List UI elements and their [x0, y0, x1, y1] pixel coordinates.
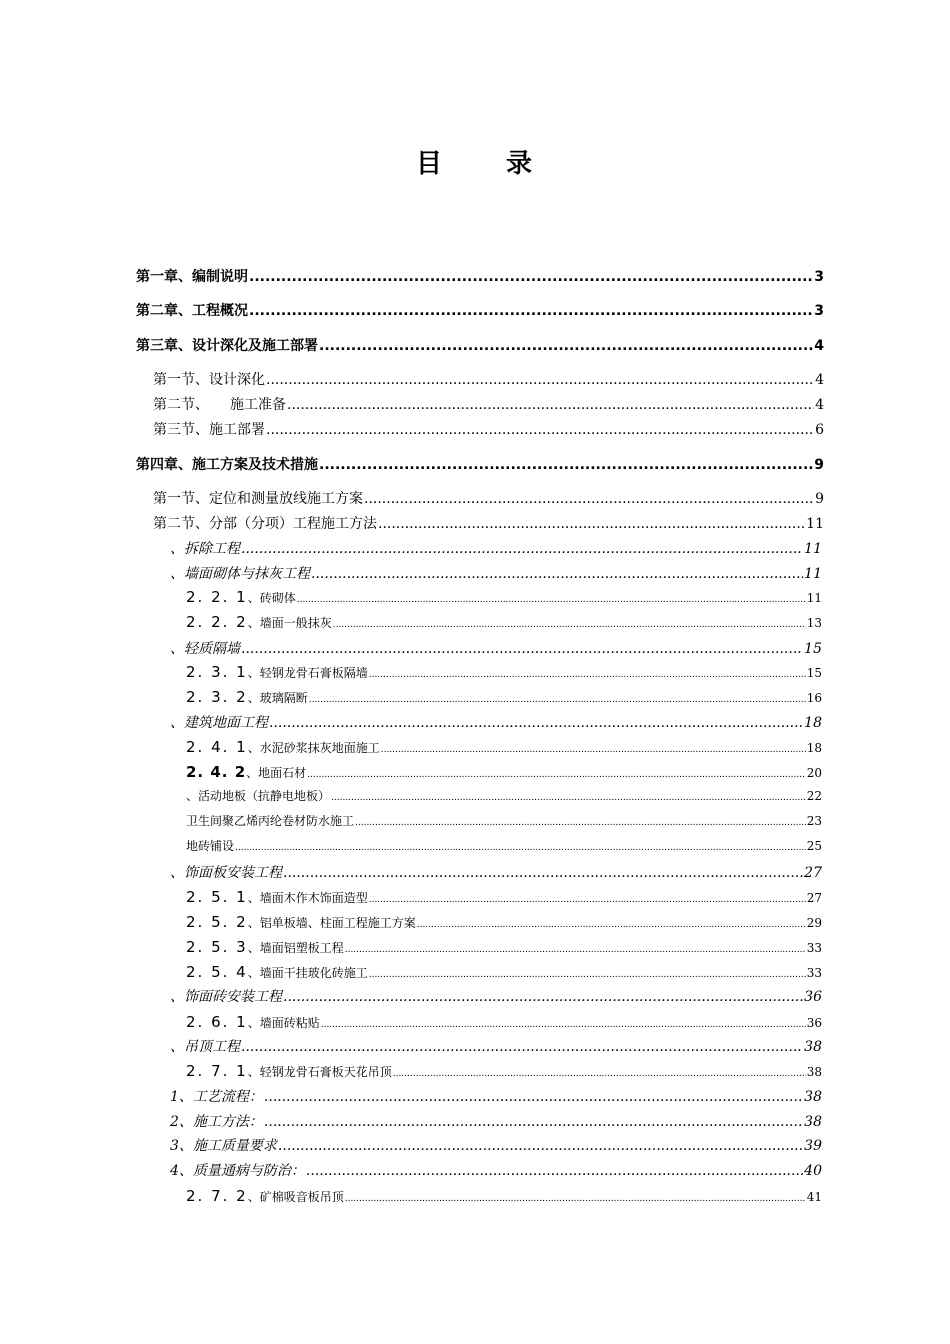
toc-page-number: 41 — [806, 1190, 822, 1204]
toc-entry[interactable] — [170, 712, 822, 732]
toc-entry[interactable] — [136, 335, 824, 355]
toc-entry-label — [186, 1013, 320, 1031]
toc-entry-label — [186, 913, 416, 931]
toc-entry-text: 、轻质隔墙 — [170, 641, 240, 657]
toc-entry-label — [186, 738, 380, 756]
toc-entry-number: 2. 7. 1 — [186, 1062, 248, 1080]
toc-page-number: 38 — [804, 1114, 822, 1130]
toc-entry-label — [186, 613, 332, 631]
toc-entry-number: 2. 7. 2 — [186, 1187, 248, 1205]
toc-entry-label — [170, 538, 240, 558]
toc-entry-number: 2. 3. 1 — [186, 663, 248, 681]
toc-leader-dots — [309, 695, 806, 705]
toc-entry[interactable] — [170, 986, 822, 1006]
toc-entry-text: 第二节、分部（分项）工程施工方法 — [153, 516, 377, 532]
toc-leader-dots — [278, 1138, 803, 1154]
toc-entry-label — [170, 712, 268, 732]
toc-leader-dots — [264, 1114, 803, 1130]
toc-page-number: 27 — [806, 891, 822, 905]
toc-entry-label — [186, 787, 330, 804]
toc-entry[interactable] — [170, 1036, 822, 1056]
toc-leader-dots — [319, 338, 813, 354]
toc-entry-label — [170, 1111, 263, 1131]
toc-entry-text: 、轻钢龙骨石膏板天花吊顶 — [247, 1065, 392, 1079]
page-title — [0, 143, 950, 180]
toc-page-number: 38 — [806, 1065, 822, 1079]
toc-entry-number: 2. 5. 4 — [186, 963, 248, 981]
toc-leader-dots — [307, 770, 806, 780]
toc-page-number: 13 — [806, 616, 822, 630]
toc-leader-dots — [369, 895, 806, 905]
toc-entry-text: 、拆除工程 — [170, 541, 240, 557]
toc-entry-text: 、吊顶工程 — [170, 1039, 240, 1055]
toc-leader-dots — [287, 397, 814, 413]
toc-page-number: 4 — [814, 338, 824, 354]
toc-entry-label — [136, 266, 248, 286]
toc-entry-label — [170, 1160, 305, 1180]
toc-page-number: 38 — [804, 1039, 822, 1055]
toc-entry-text: 、饰面砖安装工程 — [170, 989, 282, 1005]
toc-leader-dots — [241, 1039, 803, 1055]
toc-entry-label — [186, 663, 368, 681]
toc-entry-text: 、水泥砂浆抹灰地面施工 — [247, 741, 380, 755]
toc-page-number: 40 — [804, 1163, 822, 1179]
toc-entry[interactable] — [186, 888, 822, 906]
toc-entry-text: 、玻璃隔断 — [247, 691, 308, 705]
toc-entry-text: 第一节、设计深化 — [153, 372, 265, 388]
toc-leader-dots — [264, 1089, 803, 1105]
toc-entry-label — [186, 938, 344, 956]
toc-page-number: 4 — [815, 397, 824, 413]
toc-entry[interactable] — [170, 1086, 822, 1106]
toc-leader-dots — [235, 843, 806, 853]
toc-entry-text: 卫生间聚乙烯丙纶卷材防水施工 — [186, 814, 355, 828]
toc-entry[interactable] — [186, 787, 822, 804]
toc-page-number: 18 — [804, 715, 822, 731]
toc-entry-label — [153, 419, 265, 439]
toc-page-number: 16 — [806, 691, 822, 705]
toc-page-number: 15 — [804, 641, 822, 657]
toc-entry-text: 、墙面干挂玻化砖施工 — [247, 966, 368, 980]
toc-entry-text: 第三节、施工部署 — [153, 422, 265, 438]
toc-leader-dots — [369, 970, 806, 980]
toc-entry-label — [186, 837, 234, 854]
toc-entry-text: 、矿棉吸音板吊顶 — [247, 1190, 344, 1204]
toc-entry-text: 第一节、定位和测量放线施工方案 — [153, 491, 363, 507]
toc-entry-text: 、活动地板（抗静电地板） — [186, 789, 331, 803]
toc-leader-dots — [266, 372, 814, 388]
toc-entry-label — [186, 812, 354, 829]
toc-entry[interactable] — [186, 963, 822, 981]
toc-leader-dots — [269, 715, 803, 731]
toc-page-number: 9 — [814, 457, 824, 473]
toc-entry-label — [153, 369, 265, 389]
toc-entry-label — [170, 1036, 240, 1056]
toc-leader-dots — [241, 541, 803, 557]
toc-entry[interactable] — [186, 1062, 822, 1080]
toc-entry-label — [170, 638, 240, 658]
toc-entry-text: 第二节、 施工准备 — [153, 397, 286, 413]
toc-leader-dots — [345, 1194, 806, 1204]
toc-entry-label — [170, 1086, 263, 1106]
toc-leader-dots — [331, 793, 806, 803]
toc-page-number: 29 — [806, 916, 822, 930]
toc-page-number: 9 — [815, 491, 824, 507]
toc-entry[interactable] — [170, 1160, 822, 1180]
toc-leader-dots — [241, 641, 803, 657]
toc-entry[interactable] — [136, 300, 824, 320]
toc-leader-dots — [311, 566, 803, 582]
toc-entry-number: 2. 4. 2 — [186, 763, 247, 781]
toc-entry-text: 、墙面一般抹灰 — [247, 616, 332, 630]
toc-entry[interactable] — [186, 588, 822, 606]
toc-page-number: 18 — [806, 741, 822, 755]
toc-page-number: 11 — [804, 541, 822, 557]
toc-leader-dots — [321, 1020, 806, 1030]
toc-entry-label — [170, 563, 310, 583]
toc-entry[interactable] — [186, 613, 822, 631]
title-char-right: 录 — [506, 149, 535, 179]
toc-entry-number: 2. 6. 1 — [186, 1013, 248, 1031]
toc-leader-dots — [297, 595, 806, 605]
toc-leader-dots — [393, 1069, 806, 1079]
toc-page-number: 33 — [806, 966, 822, 980]
toc-entry[interactable] — [186, 738, 822, 756]
toc-page-number: 39 — [804, 1138, 822, 1154]
toc-entry-text: 、砖砌体 — [247, 591, 296, 605]
toc-page-number: 15 — [806, 666, 822, 680]
toc-entry[interactable] — [153, 369, 824, 389]
toc-page-number: 6 — [815, 422, 824, 438]
toc-entry-label — [153, 488, 363, 508]
toc-leader-dots — [319, 457, 813, 473]
toc-entry[interactable] — [170, 862, 822, 882]
toc-entry[interactable] — [186, 1013, 822, 1031]
toc-page-number: 23 — [806, 814, 822, 828]
toc-entry[interactable] — [153, 419, 824, 439]
toc-entry-text: 、墙面砌体与抹灰工程 — [170, 566, 310, 582]
toc-entry-text: 、饰面板安装工程 — [170, 865, 282, 881]
toc-entry-label — [153, 394, 286, 414]
toc-entry[interactable] — [153, 488, 824, 508]
toc-entry[interactable] — [170, 538, 822, 558]
toc-entry-text: 3、施工质量要求 — [170, 1138, 277, 1154]
toc-entry[interactable] — [153, 513, 824, 533]
toc-entry-number: 2. 5. 2 — [186, 913, 248, 931]
toc-page-number: 4 — [815, 372, 824, 388]
toc-entry-text: 、墙面木作木饰面造型 — [247, 891, 368, 905]
toc-entry-number: 2. 5. 3 — [186, 938, 248, 956]
toc-entry-text: 第二章、工程概况 — [136, 303, 248, 319]
toc-entry-text: 、轻钢龙骨石膏板隔墙 — [247, 666, 368, 680]
toc-entry[interactable] — [170, 1135, 822, 1155]
toc-entry-label — [170, 1135, 277, 1155]
toc-leader-dots — [381, 745, 806, 755]
toc-entry[interactable] — [186, 688, 822, 706]
toc-leader-dots — [417, 920, 806, 930]
toc-entry-number: 2. 5. 1 — [186, 888, 248, 906]
toc-page-number: 11 — [804, 566, 822, 582]
toc-leader-dots — [306, 1163, 803, 1179]
toc-entry-text: 2、施工方法： — [170, 1114, 263, 1130]
toc-entry-text: 地砖铺设 — [186, 839, 235, 853]
toc-entry[interactable] — [186, 913, 822, 931]
toc-entry-text: 第三章、设计深化及施工部署 — [136, 338, 318, 354]
toc-entry-label — [136, 300, 248, 320]
toc-entry-label — [153, 513, 377, 533]
toc-entry[interactable] — [170, 563, 822, 583]
toc-entry-text: 、墙面砖粘贴 — [247, 1016, 320, 1030]
toc-page-number: 36 — [806, 1016, 822, 1030]
toc-entry-label — [186, 1187, 344, 1205]
toc-page-number: 3 — [814, 303, 824, 319]
toc-leader-dots — [345, 945, 806, 955]
toc-entry-text: 、铝单板墙、柱面工程施工方案 — [247, 916, 416, 930]
toc-entry-label — [186, 588, 296, 606]
toc-leader-dots — [333, 620, 806, 630]
toc-entry[interactable] — [186, 663, 822, 681]
toc-entry-label — [170, 986, 282, 1006]
toc-entry-number: 2. 4. 1 — [186, 738, 248, 756]
toc-entry-label — [186, 763, 306, 781]
toc-entry-text: 第四章、施工方案及技术措施 — [136, 457, 318, 473]
toc-entry[interactable] — [186, 812, 822, 829]
toc-leader-dots — [369, 670, 806, 680]
toc-entry-text: 4、质量通病与防治： — [170, 1163, 305, 1179]
toc-entry-label — [186, 688, 308, 706]
title-char-left: 目 — [415, 149, 444, 179]
toc-entry-label — [186, 963, 368, 981]
toc-entry[interactable] — [186, 763, 822, 781]
toc-entry-text: 、建筑地面工程 — [170, 715, 268, 731]
toc-page-number: 20 — [806, 766, 822, 780]
toc-entry-label — [136, 335, 318, 355]
toc-entry[interactable] — [186, 837, 822, 854]
toc-entry[interactable] — [153, 394, 824, 414]
toc-page-number: 25 — [806, 839, 822, 853]
toc-leader-dots — [355, 818, 806, 828]
toc-page-number: 3 — [814, 269, 824, 285]
toc-page-number: 33 — [806, 941, 822, 955]
toc-entry-number: 2. 3. 2 — [186, 688, 248, 706]
toc-leader-dots — [364, 491, 814, 507]
toc-leader-dots — [283, 989, 803, 1005]
toc-entry-label — [186, 1062, 392, 1080]
toc-leader-dots — [378, 516, 805, 532]
toc-page-number: 38 — [804, 1089, 822, 1105]
toc-leader-dots — [283, 865, 803, 881]
toc-entry[interactable] — [186, 938, 822, 956]
toc-leader-dots — [266, 422, 814, 438]
toc-entry-number: 2. 2. 2 — [186, 613, 248, 631]
toc-entry-text: 1、工艺流程： — [170, 1089, 263, 1105]
toc-entry-text: 第一章、编制说明 — [136, 269, 248, 285]
toc-page-number: 36 — [804, 989, 822, 1005]
toc-entry-label — [136, 454, 318, 474]
toc-entry-text: 、地面石材 — [246, 766, 307, 780]
toc-page-number: 11 — [806, 516, 824, 532]
toc-entry[interactable] — [170, 1111, 822, 1131]
toc-entry[interactable] — [136, 454, 824, 474]
toc-page-number: 11 — [806, 591, 822, 605]
toc-entry[interactable] — [170, 638, 822, 658]
toc-leader-dots — [249, 303, 813, 319]
toc-page-number: 27 — [804, 865, 822, 881]
toc-entry-number: 2. 2. 1 — [186, 588, 248, 606]
toc-entry-text: 、墙面铝塑板工程 — [247, 941, 344, 955]
toc-entry-label — [170, 862, 282, 882]
toc-entry-label — [186, 888, 368, 906]
toc-entry[interactable] — [186, 1187, 822, 1205]
toc-entry[interactable] — [136, 266, 824, 286]
toc-leader-dots — [249, 269, 813, 285]
toc-page-number: 22 — [806, 789, 822, 803]
